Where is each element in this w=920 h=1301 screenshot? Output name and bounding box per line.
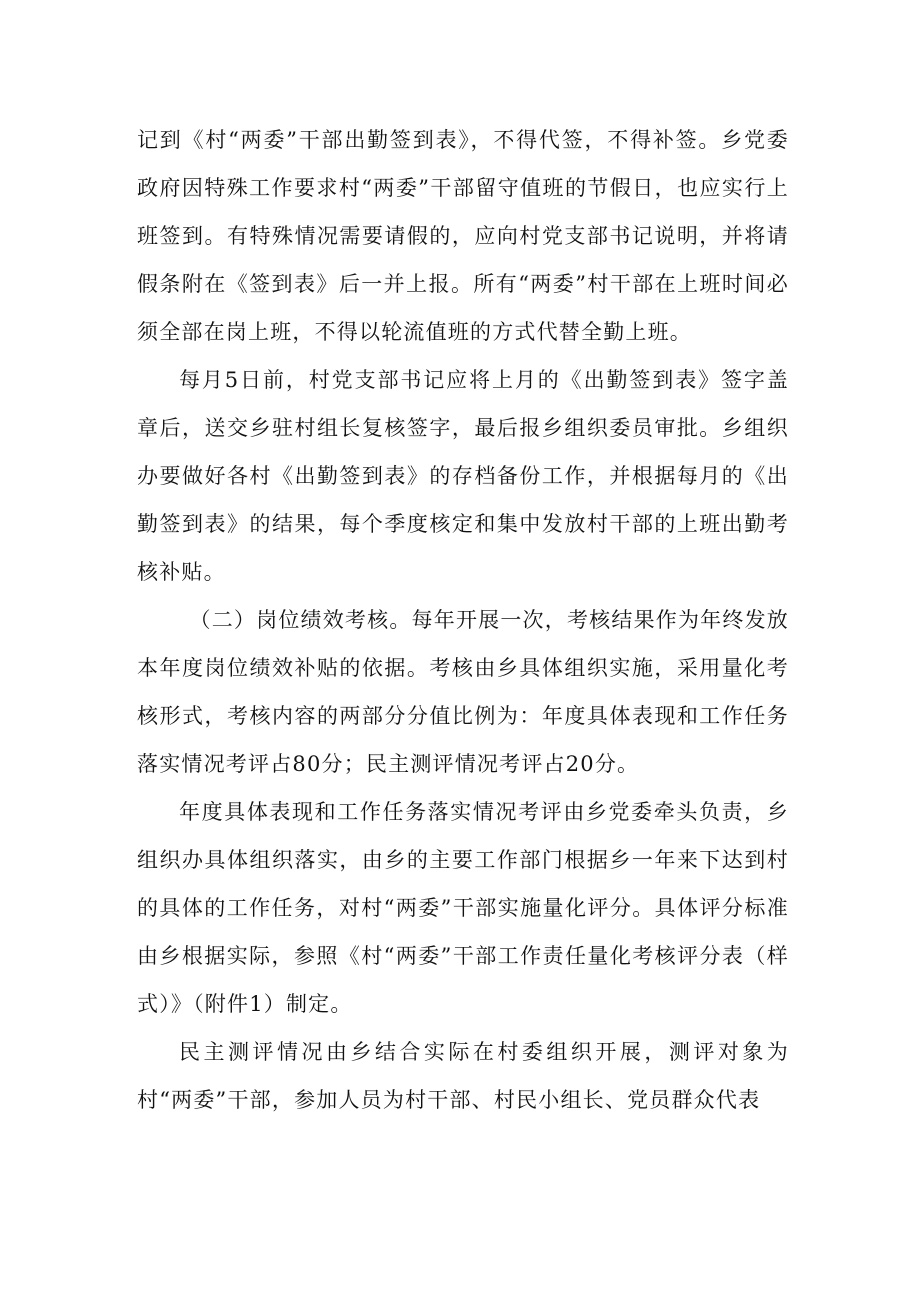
paragraph-monthly-review: 每月5日前，村党支部书记应将上月的《出勤签到表》签字盖章后，送交乡驻村组长复核签字，最后报乡组织委员审批。乡组织办要做好各村《出勤签到表》的存档备份工作，并根据每月的《出勤签到表》的结果，每个季度核定和集中发放村干部的上班出勤考核补贴。 [137,368,789,584]
paragraph-annual-evaluation: 年度具体表现和工作任务落实情况考评由乡党委牵头负责，乡组织办具体组织落实，由乡的主要工作部门根据乡一年来下达到村的具体的工作任务，对村“两委”干部实施量化评分。具体评分标准由乡根据实际，参照《村“两委”干部工作责任量化考核评分表（样式）》（附件1）制定。 [137,800,789,1016]
paragraph-sign-in-rules: 记到《村“两委”干部出勤签到表》，不得代签，不得补签。乡党委政府因特殊工作要求村“两委”干部留守值班的节假日，也应实行上班签到。有特殊情况需要请假的，应向村党支部书记说明，并将请假条附在《签到表》后一并上报。所有“两委”村干部在上班时间必须全部在岗上班，不得以轮流值班的方式代替全勤上班。 [137,128,789,344]
paragraph-performance-assessment: （二）岗位绩效考核。每年开展一次，考核结果作为年终发放本年度岗位绩效补贴的依据。考核由乡具体组织实施，采用量化考核形式，考核内容的两部分分值比例为：年度具体表现和工作任务落实情况考评占80分；民主测评情况考评占20分。 [137,608,789,776]
paragraph-democratic-evaluation: 民主测评情况由乡结合实际在村委组织开展，测评对象为村“两委”干部，参加人员为村干部、村民小组长、党员群众代表 [137,1040,789,1112]
document-body [137,116,789,1124]
